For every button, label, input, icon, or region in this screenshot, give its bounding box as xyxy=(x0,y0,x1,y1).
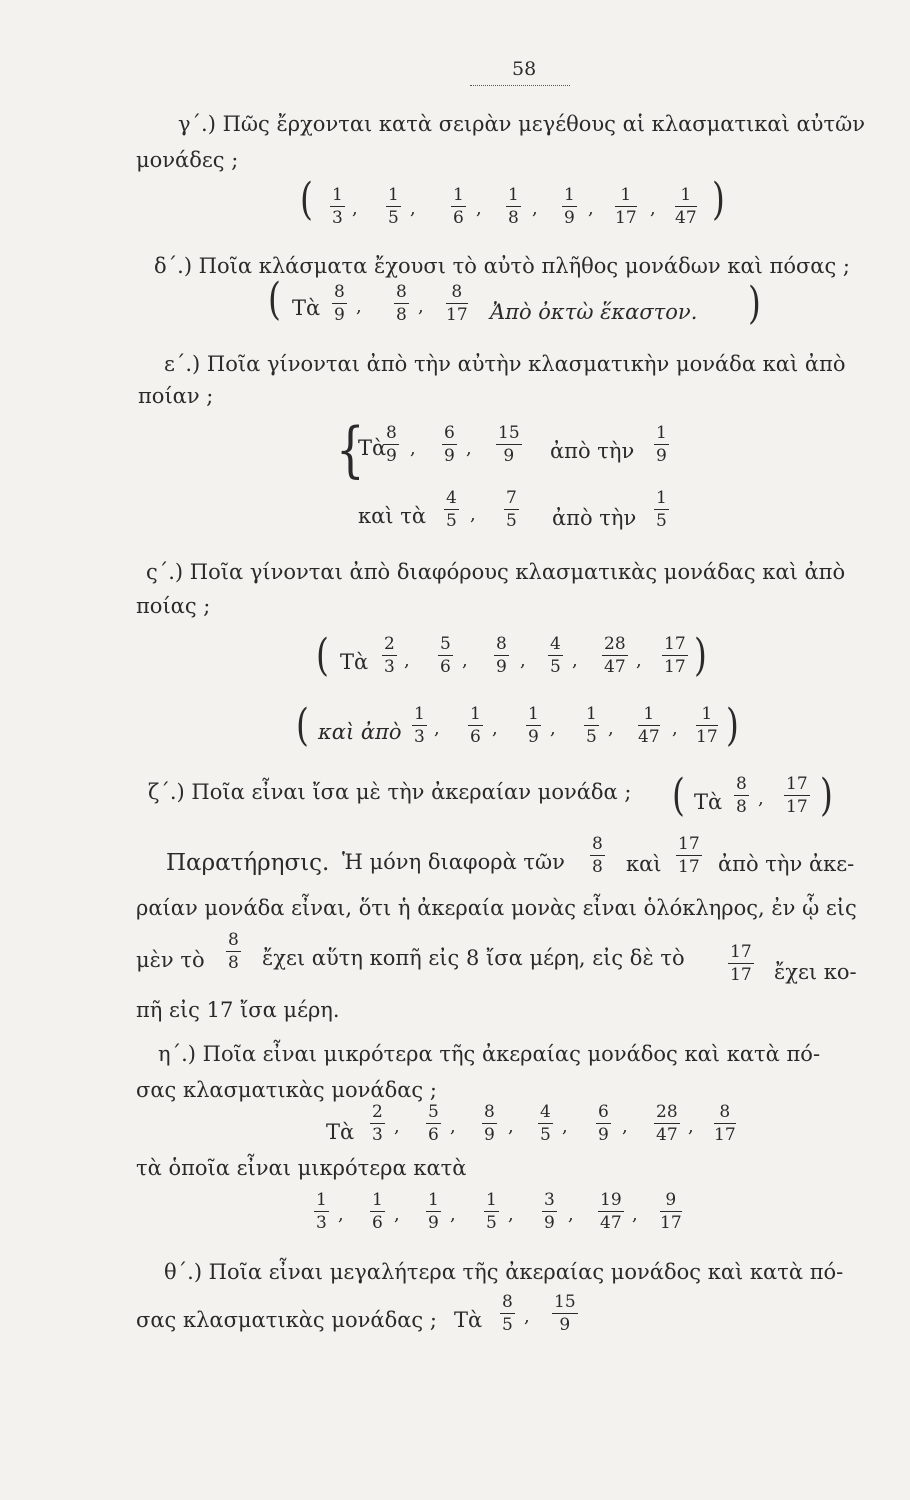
fraction: 4 5 xyxy=(540,1102,551,1145)
fraction: 15 9 xyxy=(554,1292,576,1335)
page-number: 58 xyxy=(512,58,537,80)
apo-label: ἀπὸ τὴν xyxy=(552,506,637,530)
fraction: 8 8 xyxy=(592,834,603,877)
fraction: 8 8 xyxy=(228,930,239,973)
fraction: 6 9 xyxy=(444,423,455,466)
fraction: 1 3 xyxy=(332,185,343,228)
fraction: 8 8 xyxy=(396,282,407,325)
comma: , xyxy=(492,718,498,739)
comma: , xyxy=(462,650,468,671)
comma: , xyxy=(688,1116,694,1137)
paren-close: ) xyxy=(712,174,725,225)
fraction: 1 47 xyxy=(675,185,697,228)
note-line3a: μὲν τὸ xyxy=(136,948,205,972)
fraction: 9 17 xyxy=(660,1190,682,1233)
comma: , xyxy=(632,1204,638,1225)
fraction: 1 6 xyxy=(470,704,481,747)
comma: , xyxy=(394,1204,400,1225)
question-gamma-line1: γ΄.) Πῶς ἔρχονται κατὰ σειρὰν μεγέθους αἱ κλασματικαὶ αὐτῶν xyxy=(178,112,865,136)
question-stigma-line2: ποίας ; xyxy=(136,594,211,618)
fraction: 15 9 xyxy=(498,423,520,466)
ta-label: Τὰ xyxy=(694,790,723,814)
paren-open: ( xyxy=(268,274,281,325)
comma: , xyxy=(520,650,526,671)
fraction: 6 9 xyxy=(598,1102,609,1145)
fraction: 8 9 xyxy=(484,1102,495,1145)
fraction: 1 17 xyxy=(615,185,637,228)
fraction: 8 9 xyxy=(334,282,345,325)
fraction: 1 17 xyxy=(696,704,718,747)
fraction: 28 47 xyxy=(604,634,626,677)
question-gamma-line2: μονάδες ; xyxy=(136,148,239,172)
ta-label: Τὰ xyxy=(326,1120,355,1144)
fraction: 1 3 xyxy=(316,1190,327,1233)
question-delta-line1: δ΄.) Ποῖα κλάσματα ἔχουσι τὸ αὐτὸ πλῆθος μονάδων καὶ πόσας ; xyxy=(154,254,851,278)
fraction: 8 9 xyxy=(496,634,507,677)
paren-close: ) xyxy=(820,770,833,821)
paren-open: ( xyxy=(300,174,313,225)
fraction: 17 17 xyxy=(786,774,808,817)
fraction: 4 5 xyxy=(550,634,561,677)
apo-label: ἀπὸ τὴν xyxy=(550,439,635,463)
note-line3b: ἔχει αὕτη κοπῆ εἰς 8 ἴσα μέρη, εἰς δὲ τὸ xyxy=(262,946,685,970)
fraction: 8 9 xyxy=(386,423,397,466)
answer-delta: Ἀπὸ ὀκτὼ ἕκαστον. xyxy=(490,300,698,324)
question-zeta: ζ΄.) Ποῖα εἶναι ἴσα μὲ τὴν ἀκεραίαν μονάδα ; xyxy=(148,780,632,804)
question-theta-line1: θ΄.) Ποῖα εἶναι μεγαλήτερα τῆς ἀκεραίας μονάδος καὶ κατὰ πό- xyxy=(164,1260,844,1284)
comma: , xyxy=(476,198,482,219)
fraction: 1 47 xyxy=(638,704,660,747)
fraction: 17 17 xyxy=(664,634,686,677)
kai-apo-label: καὶ ἀπὸ xyxy=(318,720,402,744)
comma: , xyxy=(352,198,358,219)
fraction: 8 5 xyxy=(502,1292,513,1335)
note-heading: Παρατήρησις. xyxy=(166,850,330,876)
paren-close: ) xyxy=(748,278,761,329)
fraction: 1 5 xyxy=(656,488,667,531)
note-line4: πῆ εἰς 17 ἴσα μέρη. xyxy=(136,998,340,1022)
comma: , xyxy=(434,718,440,739)
comma: , xyxy=(622,1116,628,1137)
fraction: 1 5 xyxy=(486,1190,497,1233)
comma: , xyxy=(466,438,472,459)
fraction: 1 9 xyxy=(564,185,575,228)
comma: , xyxy=(758,788,764,809)
paren-close: ) xyxy=(694,630,707,681)
comma: , xyxy=(568,1204,574,1225)
paren-open: ( xyxy=(672,770,685,821)
fraction: 8 8 xyxy=(736,774,747,817)
ta-label: Τὰ xyxy=(454,1308,483,1332)
paren-close: ) xyxy=(726,700,739,751)
fraction: 2 3 xyxy=(372,1102,383,1145)
paren-open: ( xyxy=(316,630,329,681)
comma: , xyxy=(650,198,656,219)
fraction: 1 9 xyxy=(656,423,667,466)
note-line1c: ἀπὸ τὴν ἀκε- xyxy=(718,852,855,876)
comma: , xyxy=(672,718,678,739)
fraction: 4 5 xyxy=(446,488,457,531)
fraction: 8 17 xyxy=(446,282,468,325)
note-line3c: ἔχει κο- xyxy=(774,960,857,984)
question-eta-line1: η΄.) Ποῖα εἶναι μικρότερα τῆς ἀκεραίας μονάδος καὶ κατὰ πό- xyxy=(158,1042,821,1066)
comma: , xyxy=(394,1116,400,1137)
comma: , xyxy=(572,650,578,671)
comma: , xyxy=(410,198,416,219)
fraction: 17 17 xyxy=(730,942,752,985)
kai-ta-label: καὶ τὰ xyxy=(358,504,427,528)
fraction: 1 9 xyxy=(528,704,539,747)
fraction: 7 5 xyxy=(506,488,517,531)
fraction: 19 47 xyxy=(600,1190,622,1233)
comma: , xyxy=(356,296,362,317)
comma: , xyxy=(588,198,594,219)
fraction: 3 9 xyxy=(544,1190,555,1233)
fraction: 1 8 xyxy=(508,185,519,228)
fraction: 1 9 xyxy=(428,1190,439,1233)
question-epsilon-line1: ε΄.) Ποῖα γίνονται ἀπὸ τὴν αὐτὴν κλασματικὴν μονάδα καὶ ἀπὸ xyxy=(164,352,846,376)
fraction: 2 3 xyxy=(384,634,395,677)
ta-label: Τὰ xyxy=(358,436,387,460)
fraction: 5 6 xyxy=(440,634,451,677)
note-line1a: Ἡ μόνη διαφορὰ τῶν xyxy=(342,850,565,874)
comma: , xyxy=(410,438,416,459)
fraction: 1 6 xyxy=(453,185,464,228)
comma: , xyxy=(532,198,538,219)
paren-open: ( xyxy=(296,700,309,751)
note-line2: ραίαν μονάδα εἶναι, ὅτι ἡ ἀκεραία μονὰς εἶναι ὁλόκληρος, ἐν ᾧ εἰς xyxy=(136,896,857,920)
fraction: 1 6 xyxy=(372,1190,383,1233)
fraction: 1 5 xyxy=(586,704,597,747)
brace: { xyxy=(336,415,365,485)
comma: , xyxy=(338,1204,344,1225)
comma: , xyxy=(450,1116,456,1137)
page-number-rule xyxy=(470,85,570,86)
question-theta-line2: σας κλασματικὰς μονάδας ; xyxy=(136,1308,437,1332)
fraction: 1 3 xyxy=(414,704,425,747)
fraction: 28 47 xyxy=(656,1102,678,1145)
fraction: 5 6 xyxy=(428,1102,439,1145)
comma: , xyxy=(404,650,410,671)
comma: , xyxy=(470,504,476,525)
comma: , xyxy=(508,1116,514,1137)
question-stigma-line1: ς΄.) Ποῖα γίνονται ἀπὸ διαφόρους κλασματικὰς μονάδας καὶ ἀπὸ xyxy=(146,560,846,584)
question-eta-line3: τὰ ὁποῖα εἶναι μικρότερα κατὰ xyxy=(136,1156,467,1180)
comma: , xyxy=(562,1116,568,1137)
comma: , xyxy=(550,718,556,739)
fraction: 1 5 xyxy=(388,185,399,228)
question-eta-line2: σας κλασματικὰς μονάδας ; xyxy=(136,1078,437,1102)
comma: , xyxy=(636,650,642,671)
comma: , xyxy=(608,718,614,739)
fraction: 8 17 xyxy=(714,1102,736,1145)
comma: , xyxy=(418,296,424,317)
question-epsilon-line2: ποίαν ; xyxy=(138,384,214,408)
ta-label: Τὰ xyxy=(340,650,369,674)
comma: , xyxy=(450,1204,456,1225)
ta-label: Τὰ xyxy=(292,296,321,320)
note-kai: καὶ xyxy=(626,852,662,876)
comma: , xyxy=(524,1306,530,1327)
fraction: 17 17 xyxy=(678,834,700,877)
comma: , xyxy=(508,1204,514,1225)
